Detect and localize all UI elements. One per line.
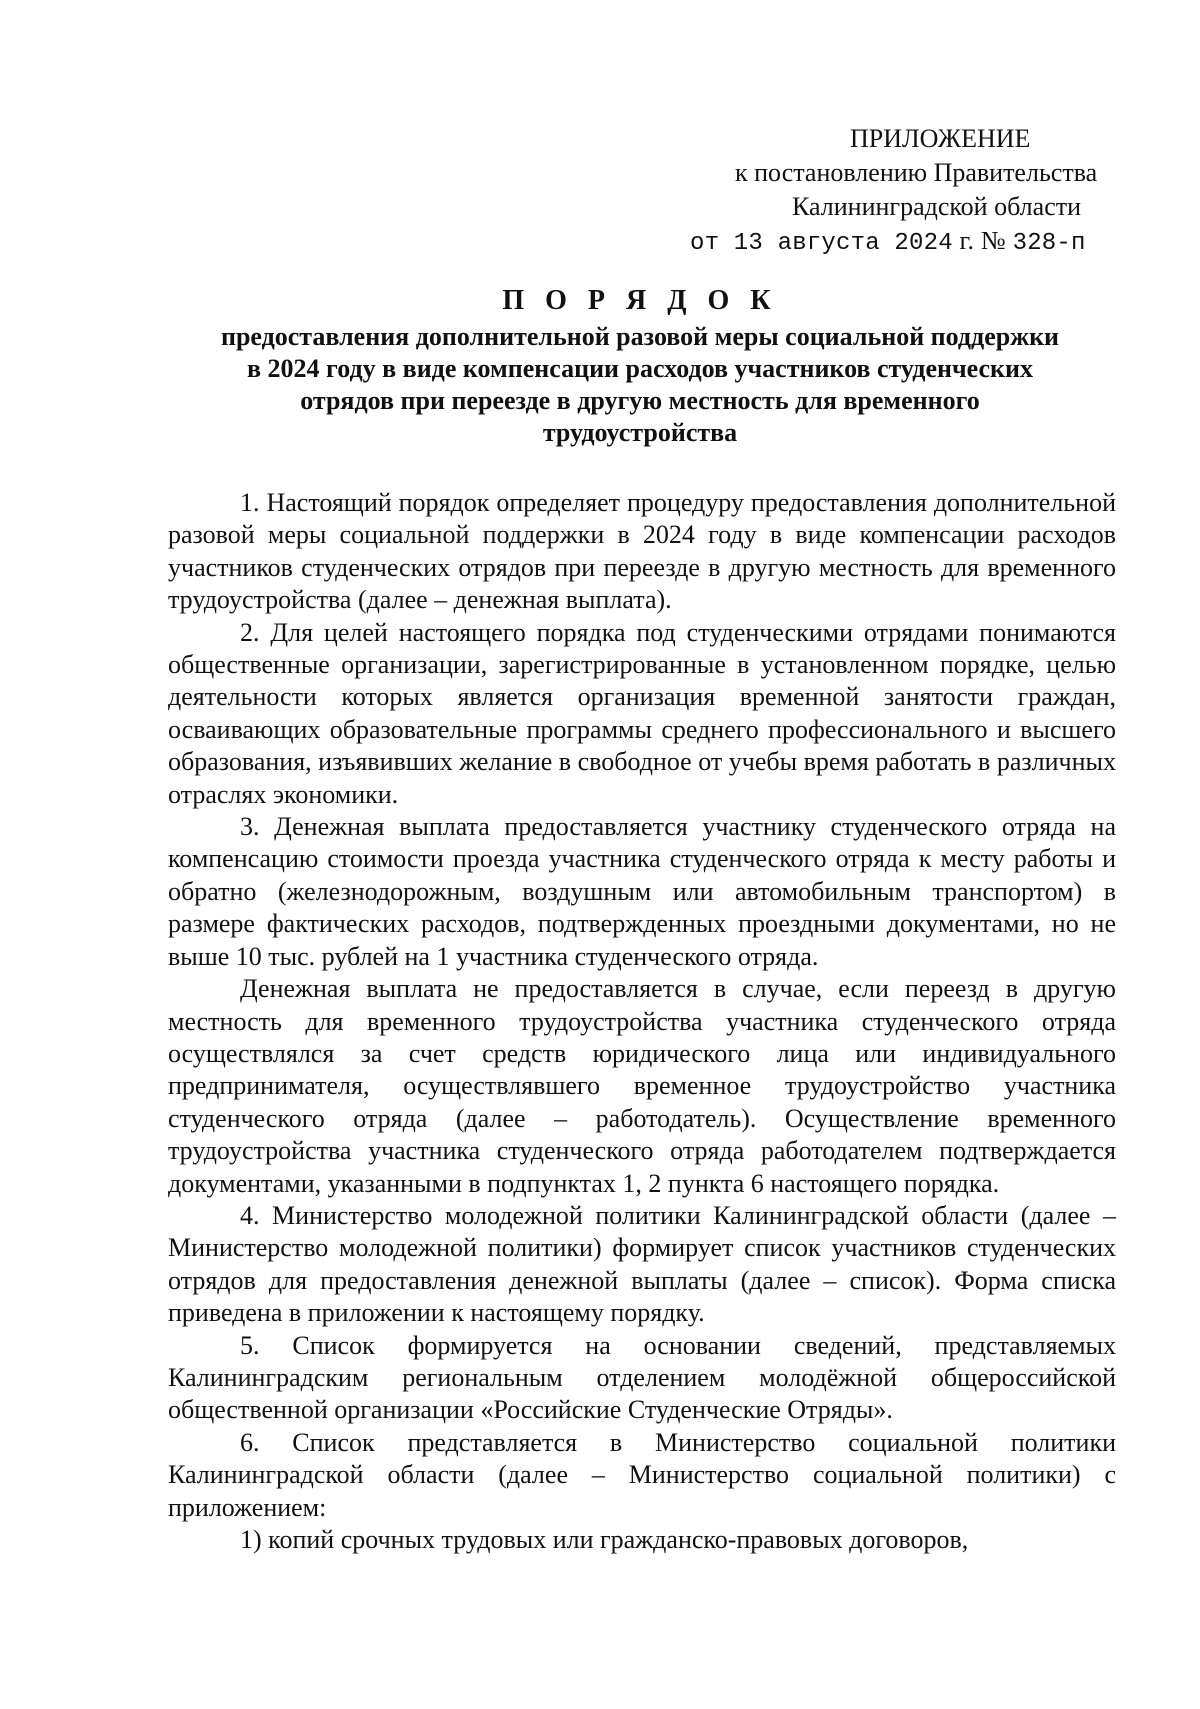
appendix-resolution-line: к постановлению Правительства [735, 158, 1098, 187]
paragraph-4: 4. Министерство молодежной политики Калининградской области (далее – Министерство молодежной политики) формирует список участников студенческих отрядов для предоставления денежной выплаты (далее – список). Форма списка приведена в приложении к настоящему порядку. [168, 1200, 1116, 1328]
appendix-label: ПРИЛОЖЕНИЕ [850, 124, 1031, 153]
paragraph-5: 5. Список формируется на основании сведений, представляемых Калининградским региональным отделением молодёжной общероссийской общественной организации «Российские Студенческие Отряды». [168, 1330, 1116, 1425]
appendix-date-line [690, 224, 1110, 261]
appendix-date: от 13 августа 2024 [690, 230, 953, 257]
paragraph-3-continued: Денежная выплата не предоставляется в случае, если переезд в другую местность для временного трудоустройства участника студенческого отряда осуществлялся за счет средств юридического лица или индивидуального предпринимателя, осуществлявшего временное трудоустройство участника студенческого отряда (далее – работодатель). Осуществление временного трудоустройства участника студенческого отряда работодателем подтверждается документами, указанными в подпунктах 1, 2 пункта 6 настоящего порядка. [168, 974, 1116, 1198]
title-line-1: предоставления дополнительной разовой меры социальной поддержки [220, 322, 1060, 351]
document-body [168, 487, 1116, 1556]
appendix-year-suffix: г. № [959, 226, 1006, 255]
appendix-number: 328-п [1012, 230, 1086, 257]
document-title [160, 285, 1120, 449]
paragraph-2: 2. Для целей настоящего порядка под студенческими отрядами понимаются общественные организации, зарегистрированные в установленном порядке, целью деятельности которых является организация временной занятости граждан, осваивающих образовательные программы среднего профессионального и высшего образования, изъявивших желание в свободное от учебы время работать в различных отраслях экономики. [168, 617, 1116, 809]
paragraph-1: 1. Настоящий порядок определяет процедуру предоставления дополнительной разовой меры социальной поддержки в 2024 году в виде компенсации расходов участников студенческих отрядов при переезде в другую местность для временного трудоустройства (далее – денежная выплата). [168, 488, 1116, 615]
paragraph-6-item-1: 1) копий срочных трудовых или гражданско-правовых договоров, [240, 1525, 969, 1554]
appendix-region-line: Калининградской области [792, 192, 1082, 221]
paragraph-3: 3. Денежная выплата предоставляется участнику студенческого отряда на компенсацию стоимости проезда участника студенческого отряда к месту работы и обратно (железнодорожным, воздушным или автомобильным транспортом) в размере фактических расходов, подтвержденных проездными документами, но не выше 10 тыс. рублей на 1 участника студенческого отряда. [168, 812, 1116, 971]
paragraph-6: 6. Список представляется в Министерство социальной политики Калининградской области (далее – Министерство социальной политики) с приложением: [168, 1427, 1116, 1522]
title-heading: П О Р Я Д О К [502, 285, 778, 316]
title-line-3: отрядов при переезде в другую местность для временного [300, 386, 980, 415]
appendix-header [690, 122, 1110, 261]
title-line-4: трудоустройства [542, 418, 738, 447]
title-line-2: в 2024 году в виде компенсации расходов участников студенческих [247, 354, 1033, 383]
